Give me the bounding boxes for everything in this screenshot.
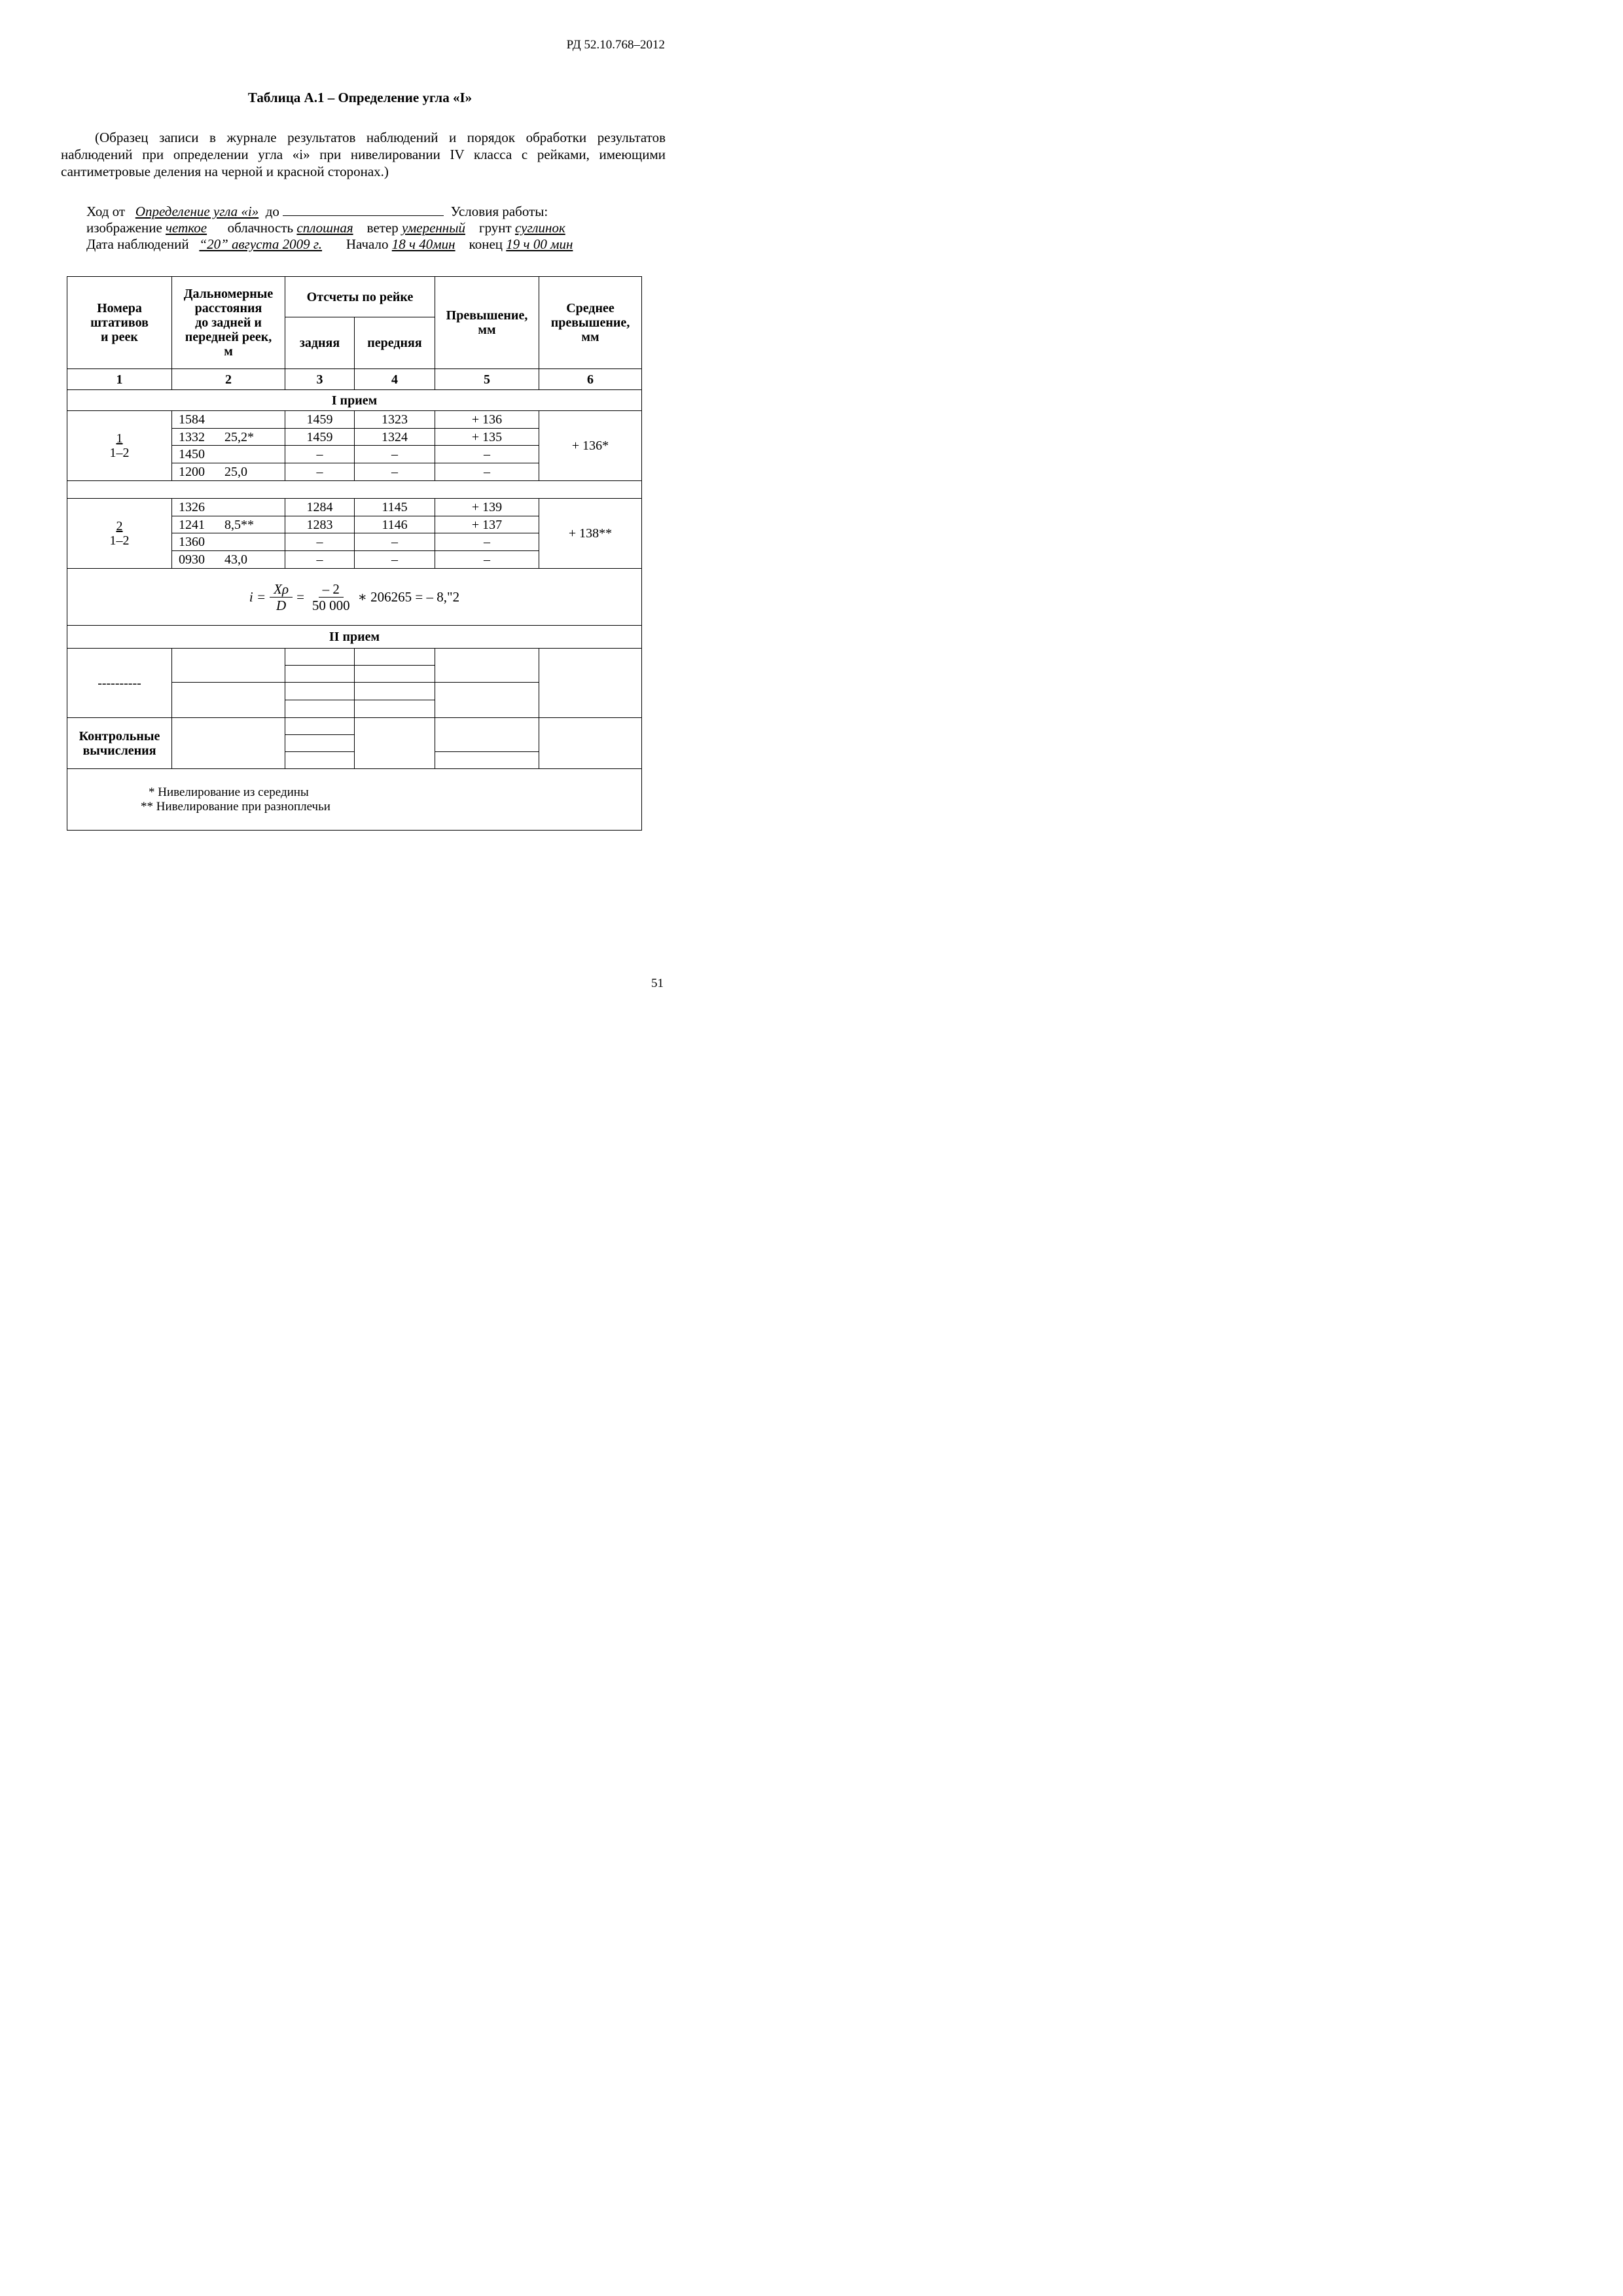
table-row: 1200 25,0 – – – [67,463,642,481]
table-row: 1 1–2 1584 1459 1323 + 136 + 136* [67,411,642,429]
section-2-title: II прием [67,626,642,649]
station-1-cell: 1 1–2 [67,411,172,481]
header-back: задняя [285,317,355,369]
section-1-title: I прием [67,390,642,411]
table-title: Таблица А.1 – Определение угла «I» [247,90,473,105]
station-1-mean: + 136* [539,411,642,481]
page-number: 51 [651,977,664,990]
table-row: 1241 8,5** 1283 1146 + 137 [67,516,642,533]
meta-line-conditions: изображение четкое облачность сплошная ветер умеренный грунт суглинок [86,220,565,236]
station-2-mean: + 138** [539,499,642,569]
meta-line-route: Ход от Определение угла «i» до Условия работы: [86,204,548,219]
route-to-blank [283,204,444,216]
column-numbers-row: 1 2 3 4 5 6 [67,369,642,390]
header-front: передняя [355,317,435,369]
header-mean-elevation: Среднее превышение, мм [539,277,642,369]
table-row: 0930 43,0 – – – [67,551,642,569]
angle-formula: i = $\frac{X\rho}{D}$ = $\frac{- 2}{50 000}$ ∗ 206265 = – 8,"2 [249,581,460,613]
header-elevation: Превышение, мм [435,277,539,369]
header-stations: Номера штативов и реек [67,277,172,369]
table-row: 1450 – – – [67,446,642,463]
spacer-row [67,481,642,499]
formula-cell [67,569,642,626]
meta-line-date: Дата наблюдений “20” августа 2009 г. Начало 18 ч 40мин конец 19 ч 00 мин [86,236,573,252]
intro-paragraph: (Образец записи в журнале результатов наблюдений и порядок обработки результатов наблюдений при определении угла «i» при нивелировании IV класса с рейками, имеющими сантиметровые деления на черной и красной сторонах.) [61,130,666,179]
header-readings: Отсчеты по рейке [285,277,435,317]
table-row: 1360 – – – [67,533,642,551]
footnotes-cell [67,769,642,831]
table-row: 1332 25,2* 1459 1324 + 135 [67,429,642,446]
footnote-1: * Нивелирование из середины [149,785,309,799]
document-code: РД 52.10.768–2012 [566,38,665,52]
footnote-2: ** Нивелирование при разноплечьи [141,799,330,814]
control-calc-label: Контрольные вычисления [67,718,172,769]
dashes-cell: ---------- [67,649,172,718]
route-from: Определение угла «i» [135,204,259,219]
angle-determination-table [67,276,642,831]
station-2-cell: 2 1–2 [67,499,172,569]
header-distances: Дальномерные расстояния до задней и передней реек, м [172,277,285,369]
table-row: 2 1–2 1326 1284 1145 + 139 + 138** [67,499,642,516]
